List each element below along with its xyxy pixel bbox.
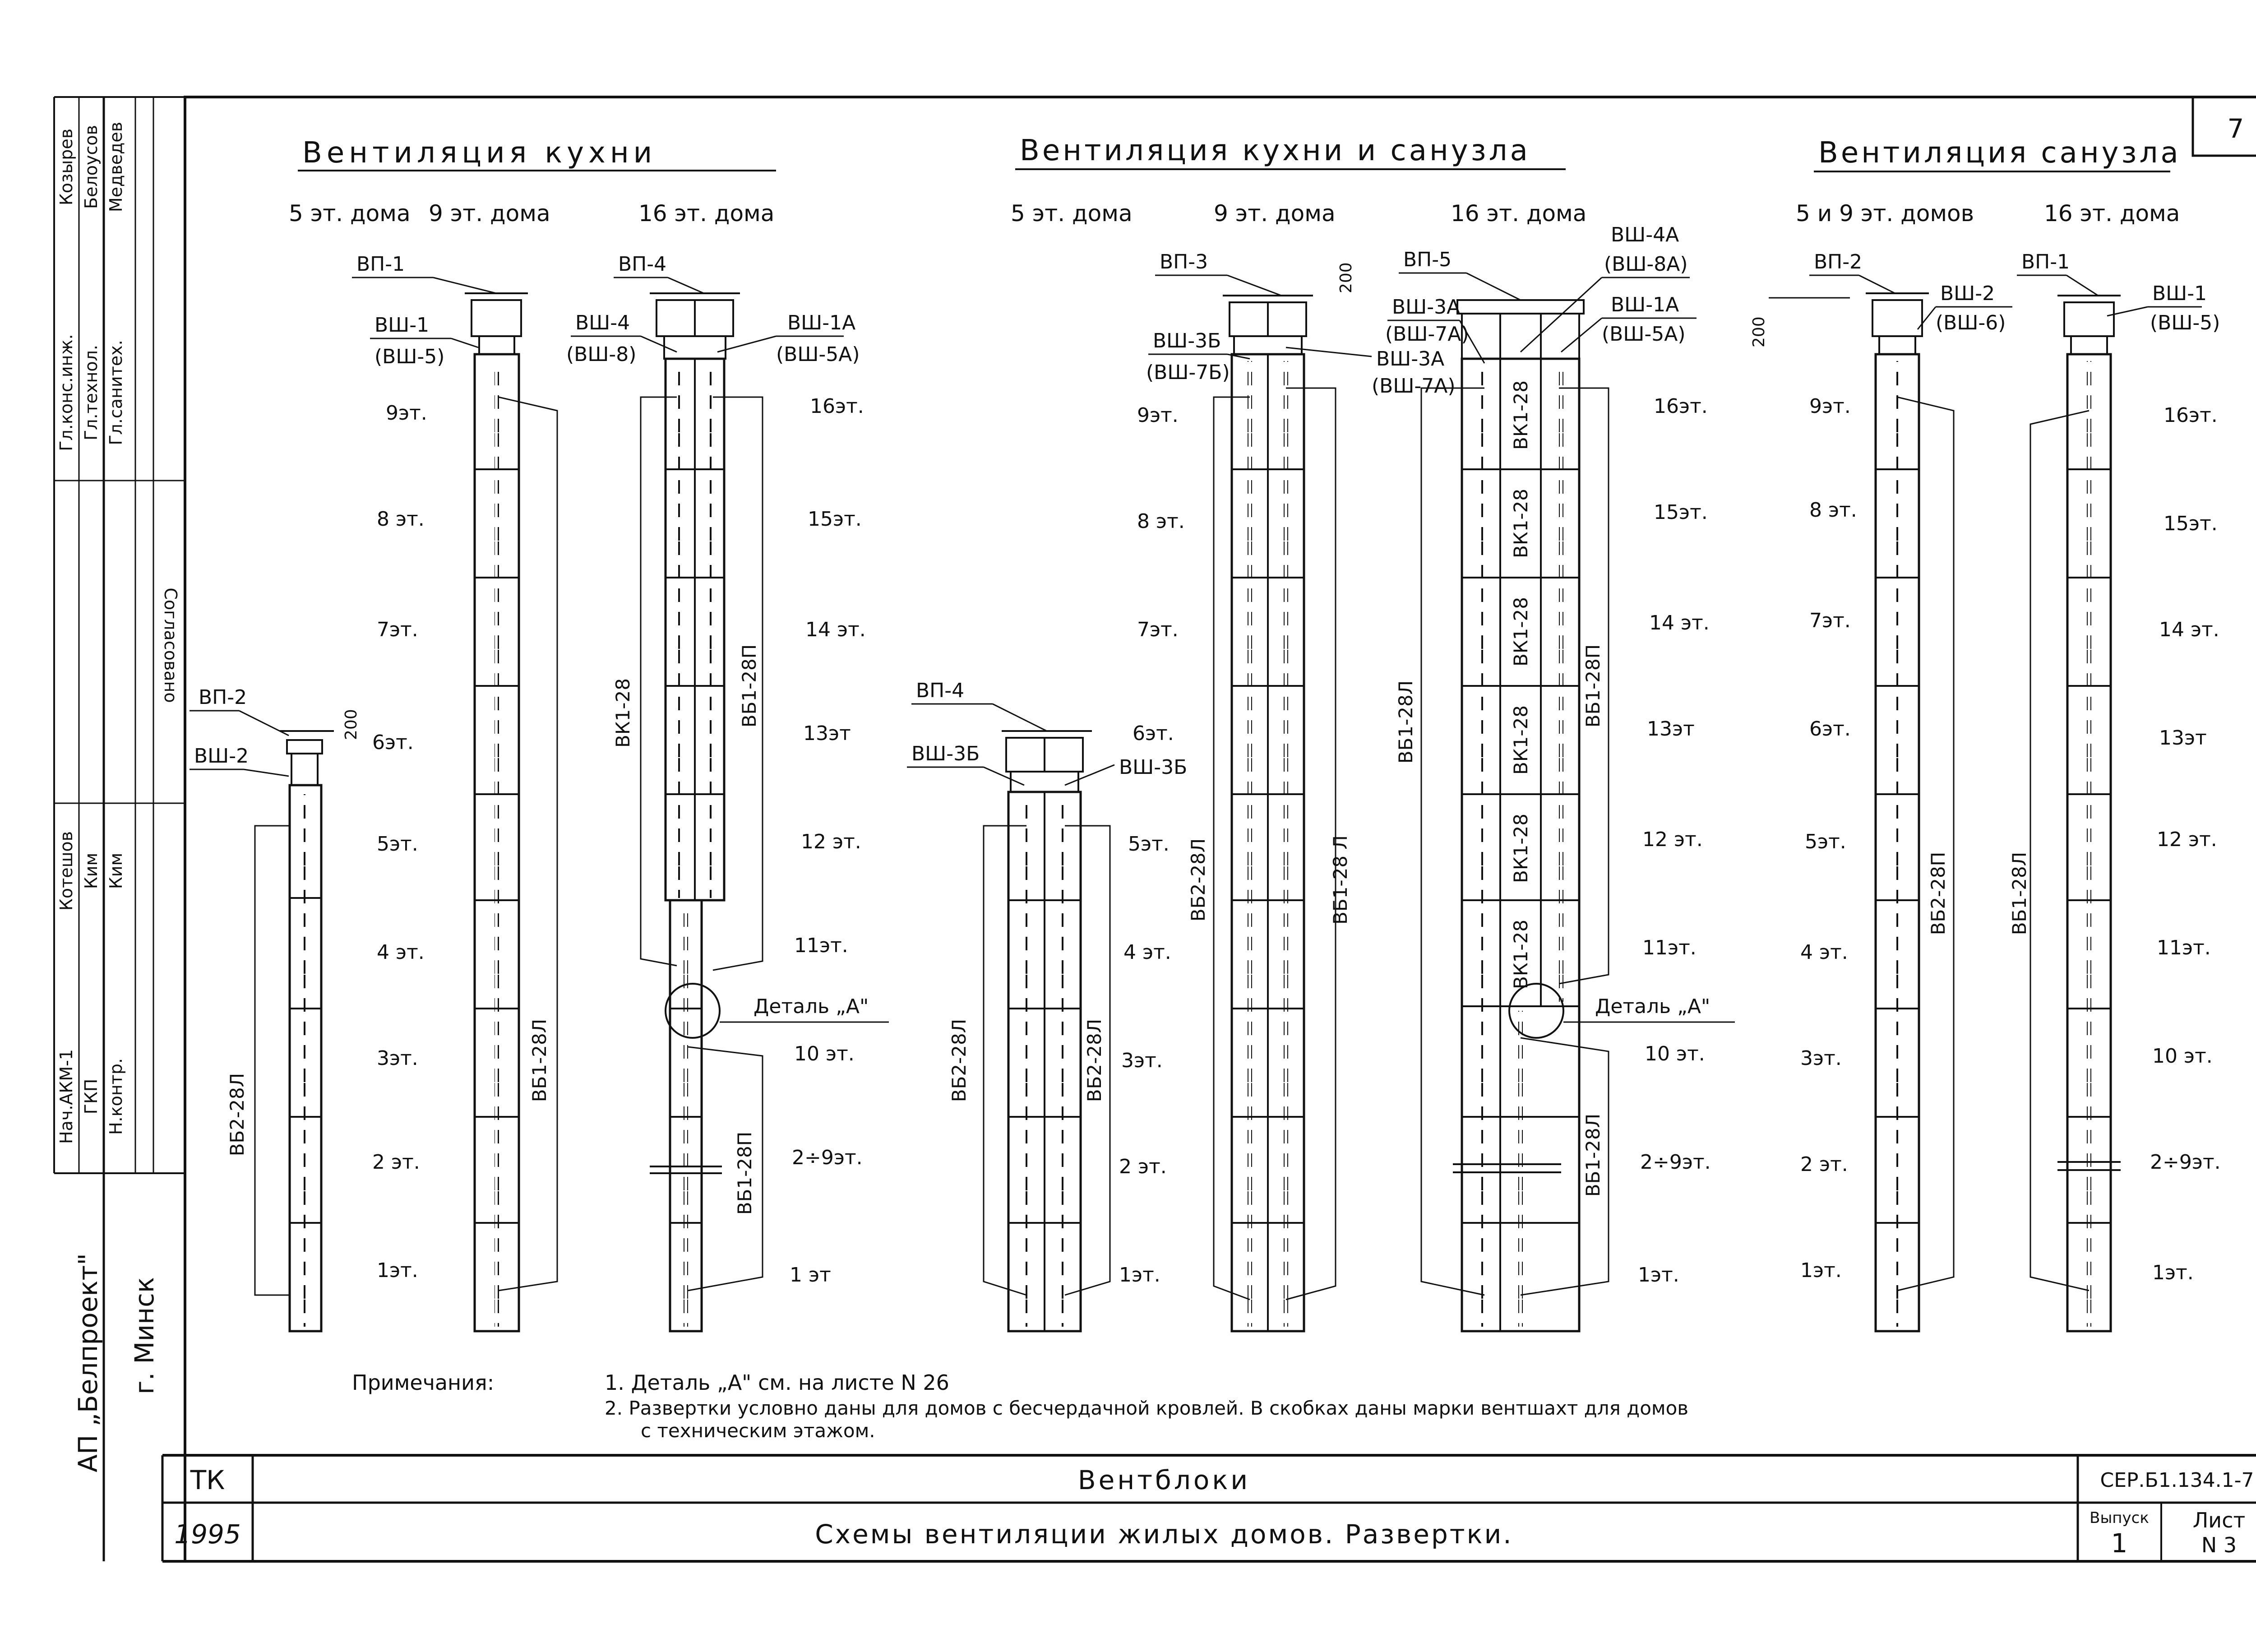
floor-labels-kb-16: [1638, 395, 1711, 1286]
sidebar-role-2: ГКП: [81, 1078, 101, 1115]
floor-9-kb: 9эт.: [1137, 404, 1179, 427]
sub-kitchen-5: 5 эт. дома: [289, 200, 411, 227]
sub-bath-59: 5 и 9 эт. домов: [1796, 200, 1974, 227]
floor-16-b: 16эт.: [2164, 404, 2218, 427]
floor-4-kb: 4 эт.: [1123, 941, 1171, 964]
floor-12-kb: 12 эт.: [1642, 828, 1703, 851]
label-vsh3a-kb16: ВШ-3А: [1392, 296, 1461, 319]
vk-block-labels-kb16: [1510, 380, 1532, 989]
label-vsh5-b16: (ВШ-5): [2150, 311, 2220, 334]
stamp-sheet-label: Лист: [2192, 1508, 2246, 1532]
sidebar-sign-3: Ким: [106, 852, 126, 889]
label-vsh3b-kb5-r: ВШ-3Б: [1119, 756, 1188, 779]
floor-13-k: 13эт: [803, 722, 851, 745]
block-vk1-28-3: ВК1-28: [1510, 597, 1532, 666]
sub-kb-9: 9 эт. дома: [1214, 200, 1336, 227]
floor-10-b: 10 эт.: [2152, 1045, 2213, 1068]
floor-7-k: 7эт.: [377, 618, 418, 641]
floor-8-b: 8 эт.: [1809, 499, 1857, 522]
detail-a-kb16: Деталь „А": [1595, 995, 1710, 1018]
column-bath-59: [1866, 293, 1954, 1331]
label-vsh1-k9: ВШ-1: [374, 314, 430, 337]
sheet-number-box: [2193, 97, 2256, 156]
stamp-issue: 1: [2111, 1528, 2128, 1559]
floor-4-b: 4 эт.: [1800, 941, 1848, 964]
sidebar-sign-1: Котешов: [56, 831, 76, 911]
block-vk1-28-5: ВК1-28: [1510, 814, 1532, 883]
label-vsh2-k5: ВШ-2: [194, 745, 249, 768]
label-vsh5a-kb16: (ВШ-5А): [1602, 323, 1686, 346]
floor-1-kb: 1эт.: [1119, 1263, 1160, 1286]
label-vsh7b-kb9: (ВШ-7Б): [1146, 361, 1230, 384]
floor-3-b: 3эт.: [1800, 1047, 1842, 1070]
dim-200-b59: 200: [1750, 316, 1768, 347]
block-vb2-28l-kb9: ВБ2-28Л: [1187, 838, 1209, 922]
floor-2-k: 2 эт.: [372, 1151, 420, 1174]
sidebar-role-3: Н.контр.: [106, 1058, 126, 1135]
sidebar-role-1: Нач.АКМ-1: [56, 1049, 76, 1144]
block-vb1-28l-kb16: ВБ1-28Л: [1395, 680, 1417, 764]
label-vsh8a-kb16: (ВШ-8А): [1604, 253, 1688, 276]
sub-bath-16: 16 эт. дома: [2044, 200, 2180, 227]
floor-7-kb: 7эт.: [1137, 618, 1179, 641]
sidebar-city: г. Минск: [129, 1277, 160, 1394]
floor-2-kb: 2 эт.: [1119, 1155, 1167, 1178]
label-vsh2-b59: ВШ-2: [1940, 282, 1995, 305]
stamp-tk: ТК: [190, 1465, 225, 1495]
floor-2-b: 2 эт.: [1800, 1153, 1848, 1176]
label-vsh3a-kb9: ВШ-3А: [1376, 347, 1445, 370]
floor-12-b: 12 эт.: [2157, 828, 2217, 851]
sheet-number: 7: [2227, 113, 2244, 144]
note-1: 1. Деталь „А" см. на листе N 26: [605, 1370, 949, 1395]
floor-15-b: 15эт.: [2164, 512, 2218, 535]
floor-2-9-k: 2÷9эт.: [792, 1146, 863, 1169]
sidebar-name-3: Медведев: [106, 121, 126, 213]
notes-heading: Примечания:: [352, 1370, 495, 1395]
floor-14-kb: 14 эт.: [1649, 611, 1710, 634]
floor-labels-bath-left: [1800, 395, 1857, 1282]
section-titles: [289, 134, 2181, 227]
block-vk1-28-4: ВК1-28: [1510, 705, 1532, 775]
floor-12-k: 12 эт.: [801, 830, 861, 853]
sidebar: [54, 97, 185, 1561]
floor-11-k: 11эт.: [794, 934, 848, 957]
label-vsh4a-kb16: ВШ-4А: [1611, 223, 1679, 246]
floor-11-b: 11эт.: [2157, 936, 2211, 959]
label-vp1-k9: ВП-1: [356, 253, 405, 276]
stamp-title: Вентблоки: [1077, 1465, 1251, 1495]
sidebar-post-2: Гл.технол.: [81, 344, 101, 441]
title-kitchen: Вентиляция кухни: [302, 136, 657, 170]
sidebar-post-1: Гл.конс.инж.: [56, 334, 76, 451]
block-vb2-28l-kb5-r: ВБ2-28Л: [1083, 1018, 1105, 1102]
note-2-cont: с техническим этажом.: [641, 1420, 875, 1442]
label-vp5-kb16: ВП-5: [1403, 248, 1452, 271]
floor-6-k: 6эт.: [372, 731, 414, 754]
block-vb1-28p-k16-lower: ВБ1-28П: [734, 1131, 756, 1215]
floor-7-b: 7эт.: [1809, 609, 1851, 632]
label-vp2-b59: ВП-2: [1814, 250, 1863, 273]
stamp-issue-label: Выпуск: [2090, 1509, 2149, 1527]
floor-4-k: 4 эт.: [377, 941, 425, 964]
label-vsh8-k16: (ВШ-8): [566, 343, 637, 366]
floor-11-kb: 11эт.: [1642, 936, 1697, 959]
floor-1-b: 1эт.: [1800, 1259, 1842, 1282]
sidebar-name-1: Козырев: [56, 128, 76, 206]
sidebar-org: АП „Белпроект": [73, 1253, 103, 1472]
label-vsh5a-k16: (ВШ-5А): [776, 343, 860, 366]
sub-kitchen-9: 9 эт. дома: [429, 200, 550, 227]
block-vb1-28p-kb16: ВБ1-28П: [1582, 644, 1604, 728]
block-vb1-28l-kb9: ВБ1-28 Л: [1329, 835, 1351, 925]
label-vp1-b16: ВП-1: [2021, 250, 2070, 273]
floor-10-k: 10 эт.: [794, 1042, 855, 1065]
title-bath: Вентиляция санузла: [1818, 136, 2181, 170]
floor-labels-kitchen-left: [372, 402, 427, 1282]
block-vk1-28-1: ВК1-28: [1510, 380, 1532, 450]
sub-kb-5: 5 эт. дома: [1011, 200, 1133, 227]
title-kitchen-bath: Вентиляция кухни и санузла: [1020, 134, 1530, 167]
floor-9-k: 9эт.: [386, 402, 427, 425]
detail-a-k16: Деталь „А": [754, 995, 869, 1018]
floor-labels-bath-16: [2150, 404, 2221, 1284]
label-vsh1a-kb16: ВШ-1А: [1611, 293, 1679, 316]
label-vp4-k16: ВП-4: [618, 253, 667, 276]
label-vsh4-k16: ВШ-4: [575, 311, 630, 334]
title-block: [162, 1455, 2256, 1561]
dim-200-k5: 200: [342, 709, 361, 740]
floor-14-k: 14 эт.: [805, 618, 866, 641]
stamp-series: СЕР.Б1.134.1-7: [2100, 1469, 2254, 1492]
floor-8-kb: 8 эт.: [1137, 510, 1185, 533]
sub-kitchen-16: 16 эт. дома: [638, 200, 775, 227]
stamp-sheet: N 3: [2201, 1533, 2237, 1557]
label-vsh1-b16: ВШ-1: [2152, 282, 2207, 305]
sidebar-name-2: Белоусов: [81, 125, 101, 209]
column-bath-16: [2030, 296, 2121, 1331]
floor-16-k: 16эт.: [810, 395, 864, 418]
floor-2-9-b: 2÷9эт.: [2150, 1151, 2221, 1174]
floor-1-kb16: 1эт.: [1638, 1263, 1679, 1286]
floor-5-kb: 5эт.: [1128, 833, 1170, 856]
label-vsh3b-kb9: ВШ-3Б: [1153, 329, 1221, 352]
label-vsh6-b59: (ВШ-6): [1936, 311, 2006, 334]
floor-13-kb: 13эт: [1647, 717, 1695, 740]
label-vp2-k5: ВП-2: [199, 686, 247, 709]
dim-200-kb9: 200: [1337, 262, 1355, 293]
label-vp4-kb5: ВП-4: [916, 679, 965, 702]
label-vsh1a-k16: ВШ-1А: [787, 311, 856, 334]
floor-9-b: 9эт.: [1809, 395, 1851, 418]
sub-kb-16: 16 эт. дома: [1451, 200, 1587, 227]
block-vb2-28l-k5: ВБ2-28Л: [226, 1073, 248, 1157]
column-kitchen-9: [465, 293, 557, 1331]
block-vk1-28-2: ВК1-28: [1510, 489, 1532, 558]
sidebar-agreed: Согласовано: [161, 588, 180, 703]
floor-1-k16: 1 эт: [790, 1263, 831, 1286]
sidebar-sign-2: Ким: [81, 852, 101, 889]
block-vb2-28p-b59: ВБ2-28П: [1927, 851, 1949, 935]
floor-8-k: 8 эт.: [377, 508, 425, 531]
floor-16-kb: 16эт.: [1654, 395, 1708, 418]
floor-14-b: 14 эт.: [2159, 618, 2219, 641]
block-vb2-28l-kb5-l: ВБ2-28Л: [948, 1018, 970, 1102]
floor-15-k: 15эт.: [808, 508, 862, 531]
label-vsh7a-kb9: (ВШ-7А): [1372, 375, 1456, 398]
block-vb1-28p-k16: ВБ1-28П: [738, 644, 760, 728]
column-kb-9: [1214, 296, 1336, 1331]
floor-5-k: 5эт.: [377, 833, 418, 856]
floor-6-kb: 6эт.: [1133, 722, 1174, 745]
floor-3-kb: 3эт.: [1121, 1049, 1163, 1072]
block-vb1-28l-b16: ВБ1-28Л: [2008, 851, 2030, 935]
block-vk1-28-6: ВК1-28: [1510, 920, 1532, 989]
floor-6-b: 6эт.: [1809, 717, 1851, 740]
stamp-year: 1995: [174, 1519, 241, 1550]
floor-labels-kitchen-16: [790, 395, 866, 1286]
column-kitchen-5: [255, 731, 334, 1331]
label-vsh5-k9: (ВШ-5): [374, 345, 445, 368]
floor-13-b: 13эт: [2159, 727, 2207, 750]
floor-2-9-kb: 2÷9эт.: [1640, 1151, 1711, 1174]
notes: [352, 1370, 1688, 1442]
floor-10-kb: 10 эт.: [1645, 1042, 1705, 1065]
floor-1-b16: 1эт.: [2152, 1261, 2194, 1284]
sidebar-post-3: Гл.санитех.: [106, 340, 126, 445]
stamp-subtitle: Схемы вентиляции жилых домов. Развертки.: [815, 1519, 1513, 1550]
floor-3-k: 3эт.: [377, 1047, 418, 1070]
label-vsh3b-kb5-l: ВШ-3Б: [911, 742, 980, 765]
floor-1-k: 1эт.: [377, 1259, 418, 1282]
block-vk1-28-k16: ВК1-28: [612, 678, 634, 748]
floor-15-kb: 15эт.: [1654, 501, 1708, 524]
label-vsh7a-kb16: (ВШ-7А): [1385, 323, 1469, 346]
block-vb1-28l-k9: ВБ1-28Л: [528, 1018, 550, 1102]
label-vp3-kb9: ВП-3: [1160, 250, 1208, 273]
floor-labels-kb-left: [1119, 404, 1188, 1286]
note-2: 2. Развертки условно даны для домов с бесчердачной кровлей. В скобках даны марки вентшахт для домов: [605, 1397, 1689, 1419]
block-vb1-28l-kb16-lower: ВБ1-28Л: [1582, 1113, 1604, 1197]
floor-5-b: 5эт.: [1805, 830, 1846, 853]
